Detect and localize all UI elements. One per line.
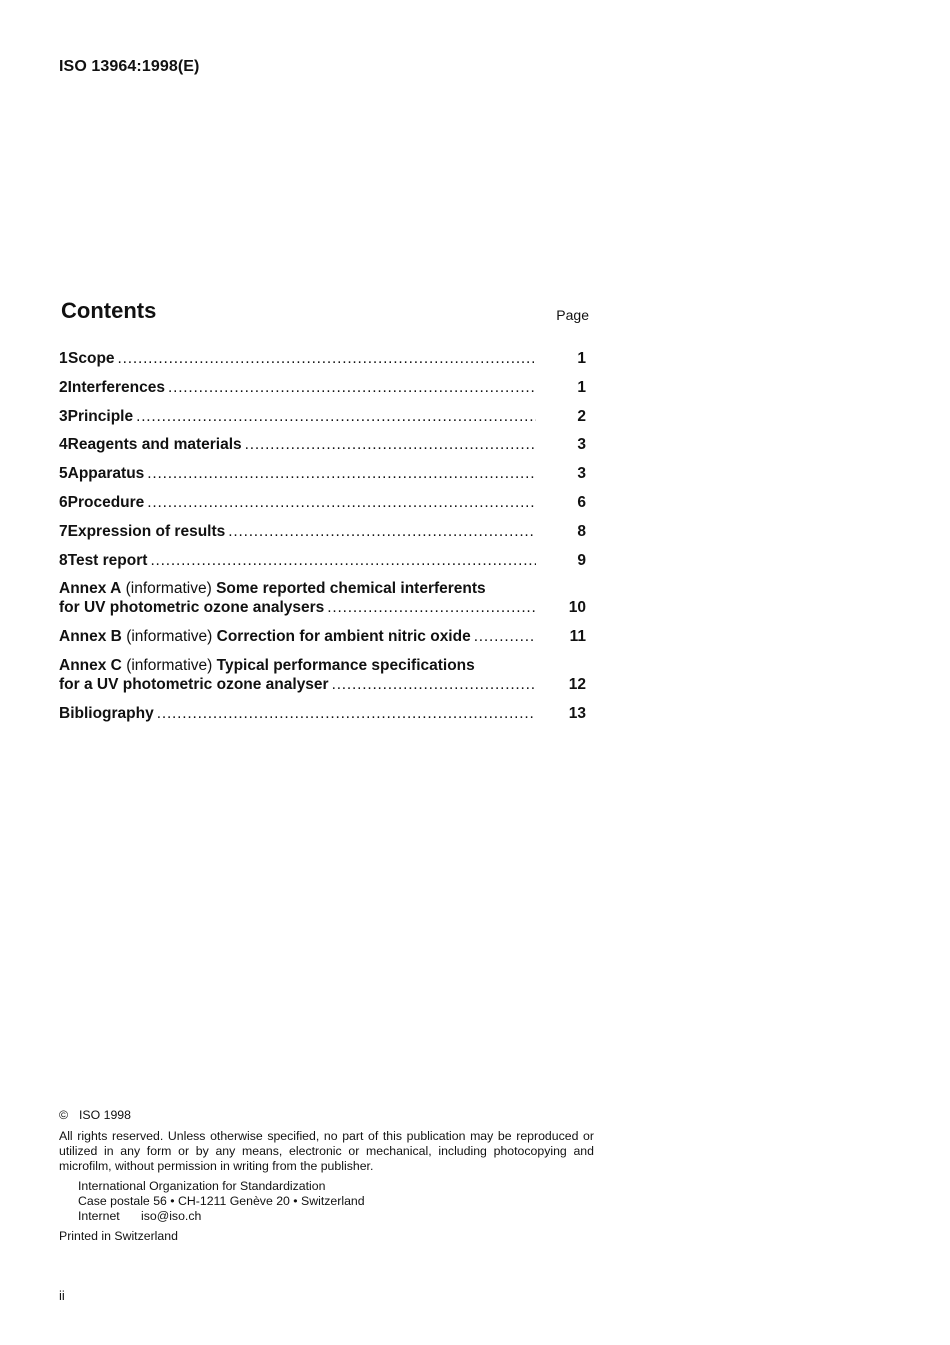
- contents-header: [59, 298, 589, 328]
- toc-entry-label: Principle: [67, 407, 134, 425]
- toc-entry-expression-of-results[interactable]: [59, 522, 586, 541]
- table-of-contents: [59, 349, 586, 733]
- annex-note: (informative): [126, 628, 213, 646]
- toc-entry-label: Interferences: [67, 378, 165, 396]
- annex-note: (informative): [126, 656, 213, 674]
- annex-title: Some reported chemical interferents: [216, 580, 486, 598]
- toc-entry-number: 2: [59, 378, 68, 396]
- toc-entry-page: 8: [577, 522, 586, 540]
- toc-entry-number: 3: [59, 407, 68, 425]
- toc-entry-procedure[interactable]: [59, 493, 586, 512]
- dot-leader: [118, 349, 536, 368]
- dot-leader: [168, 378, 536, 397]
- organization-name: International Organization for Standardization: [78, 1179, 326, 1193]
- annex-label: Annex A: [59, 580, 122, 598]
- copyright-block: [59, 1108, 594, 1244]
- toc-entry-page: 3: [577, 465, 586, 483]
- toc-entry-number: 4: [59, 436, 68, 454]
- toc-entry-label: Procedure: [67, 493, 145, 511]
- toc-entry-reagents[interactable]: [59, 435, 586, 454]
- toc-entry-page: 1: [577, 350, 586, 367]
- toc-entry-page: 10: [568, 599, 586, 617]
- toc-entry-page: 12: [568, 675, 586, 693]
- toc-entry-annex-c[interactable]: [59, 656, 586, 694]
- contents-title: Contents: [61, 298, 157, 323]
- annex-title: Correction for ambient nitric oxide: [216, 628, 471, 646]
- dot-leader: [327, 598, 536, 617]
- internet-label: Internet: [78, 1209, 120, 1223]
- postal-address: Case postale 56 • CH-1211 Genève 20 • Switzerland: [78, 1194, 365, 1208]
- copyright-symbol: ©: [59, 1108, 69, 1122]
- dot-leader: [228, 522, 536, 541]
- toc-entry-scope[interactable]: [59, 349, 586, 368]
- dot-leader: [147, 464, 536, 483]
- toc-entry-annex-a[interactable]: [59, 579, 586, 617]
- toc-entry-page: 2: [577, 407, 586, 425]
- internet-line: [78, 1209, 594, 1224]
- toc-entry-number: 8: [59, 551, 68, 569]
- toc-entry-apparatus[interactable]: [59, 464, 586, 483]
- copyright-text: ISO 1998: [79, 1108, 131, 1122]
- dot-leader: [157, 704, 536, 723]
- dot-leader: [332, 675, 536, 694]
- toc-entry-label: Reagents and materials: [67, 436, 242, 454]
- document-id: ISO 13964:1998(E): [59, 58, 200, 75]
- dot-leader: [136, 407, 536, 426]
- toc-entry-test-report[interactable]: [59, 551, 586, 570]
- toc-entry-page: 9: [577, 551, 586, 569]
- toc-entry-label: Scope: [68, 350, 115, 367]
- organization-address: [59, 1179, 594, 1224]
- toc-entry-number: 7: [59, 522, 68, 540]
- toc-entry-principle[interactable]: [59, 407, 586, 426]
- annex-title-continued: for a UV photometric ozone analyser: [59, 675, 329, 693]
- page-column-label: Page: [556, 307, 589, 323]
- toc-entry-label: Bibliography: [59, 704, 154, 722]
- annex-title-continued: for UV photometric ozone analysers: [59, 599, 325, 617]
- toc-entry-bibliography[interactable]: [59, 704, 586, 723]
- toc-entry-page: 11: [569, 628, 586, 646]
- toc-entry-page: 3: [577, 436, 586, 454]
- toc-entry-page: 13: [568, 704, 586, 722]
- printed-in: Printed in Switzerland: [59, 1229, 178, 1243]
- toc-entry-page: 1: [577, 378, 586, 396]
- annex-title: Typical performance specifications: [216, 656, 475, 674]
- dot-leader: [474, 627, 536, 646]
- toc-entry-label: Apparatus: [67, 465, 145, 483]
- toc-entry-label: Expression of results: [67, 522, 226, 540]
- copyright-line: [59, 1108, 594, 1123]
- toc-entry-label: Test report: [67, 551, 148, 569]
- toc-entry-annex-b[interactable]: [59, 627, 586, 646]
- dot-leader: [245, 435, 536, 454]
- toc-entry-number: 5: [59, 465, 68, 483]
- toc-entry-interferences[interactable]: [59, 378, 586, 397]
- rights-statement: All rights reserved. Unless otherwise specified, no part of this publication may be reproduced or utilized in any form or by any means, electronic or mechanical, including photocopying and microfilm, without permission in writing from the publisher.: [59, 1129, 594, 1173]
- page-number: ii: [59, 1288, 65, 1303]
- toc-entry-page: 6: [577, 493, 586, 511]
- annex-note: (informative): [125, 580, 212, 598]
- toc-entry-number: 1: [59, 350, 68, 367]
- internet-address-link[interactable]: iso@iso.ch: [141, 1209, 202, 1223]
- toc-entry-number: 6: [59, 493, 68, 511]
- annex-label: Annex B: [59, 628, 122, 646]
- annex-label: Annex C: [59, 656, 122, 674]
- dot-leader: [150, 551, 536, 570]
- dot-leader: [147, 493, 536, 512]
